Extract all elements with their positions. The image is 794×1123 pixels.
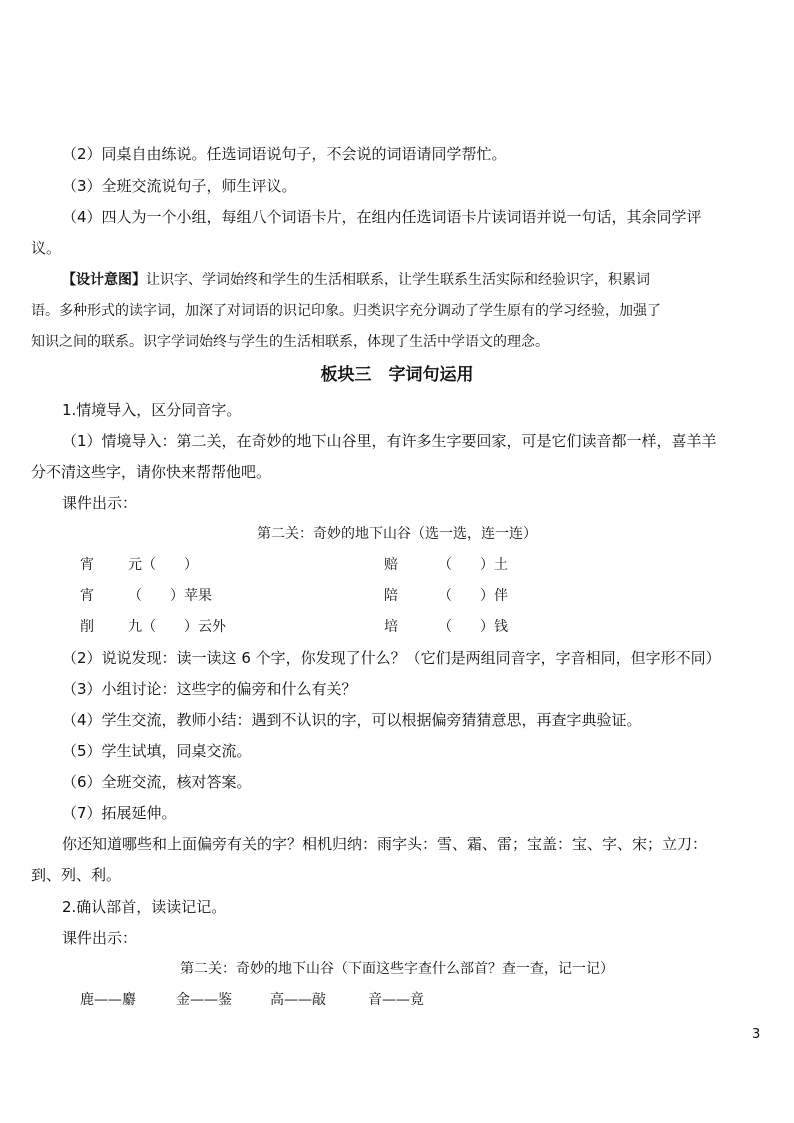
step-1-extend-question-cont: 到、列、利。 — [31, 866, 122, 884]
exercise-1-right-item: （ ）土 — [438, 557, 508, 573]
step-1-title: 1.情境导入，区分同音字。 — [62, 401, 242, 419]
design-intent-line-3: 知识之间的联系。识字学词始终与学生的生活相联系，体现了生活中学语文的理念。 — [31, 334, 549, 350]
step-1-discussion: （3）小组讨论：这些字的偏旁和什么有关？ — [62, 680, 357, 698]
exercise-1-right-char: 赔 — [384, 557, 398, 573]
paragraph-step-2: （2）同桌自由练说。任选词语说句子，不会说的词语请同学帮忙。 — [62, 145, 507, 163]
exercise-1-left-char: 宵 — [80, 557, 94, 573]
exercise-1-right-item: （ ）钱 — [438, 619, 508, 635]
step-1-summary: （4）学生交流，教师小结：遇到不认识的字，可以根据偏旁猜猜意思，再查字典验证。 — [62, 711, 642, 729]
exercise-1-title: 第二关：奇妙的地下山谷（选一选，连一连） — [257, 526, 537, 542]
step-1-extend-question: 你还知道哪些和上面偏旁有关的字？相机归纳：雨字头：雪、霜、雷；宝盖：宝、字、宋；立刀： — [62, 835, 708, 853]
step-2-title: 2.确认部首，读读记记。 — [62, 898, 227, 916]
paragraph-step-4: （4）四人为一个小组，每组八个词语卡片，在组内任选词语卡片读词语并说一句话，其余同学评 — [62, 208, 702, 226]
step-1-discovery: （2）说说发现：读一读这 6 个字，你发现了什么？（它们是两组同音字，字音相同，但字形不同） — [62, 649, 721, 667]
step-1-intro: （1）情境导入：第二关，在奇妙的地下山谷里，有许多生字要回家，可是它们读音都一样，喜羊羊 — [62, 432, 717, 450]
courseware-label-2: 课件出示： — [62, 929, 138, 947]
step-1-try-fill: （5）学生试填，同桌交流。 — [62, 742, 252, 760]
paragraph-step-4-cont: 议。 — [31, 239, 62, 257]
exercise-1-left-item: （ ）苹果 — [128, 588, 212, 604]
courseware-label-1: 课件出示： — [62, 494, 138, 512]
exercise-2-title: 第二关：奇妙的地下山谷（下面这些字查什么部首？查一查，记一记） — [180, 961, 614, 977]
exercise-1-left-item: 元（ ） — [128, 557, 198, 573]
step-1-intro-cont: 分不清这些字，请你快来帮帮他吧。 — [31, 463, 272, 481]
exercise-1-left-char: 削 — [80, 619, 94, 635]
design-intent-line-1 — [62, 270, 650, 290]
exercise-2-item: 鹿——麝 — [80, 992, 136, 1008]
exercise-2-item: 金——鉴 — [176, 992, 232, 1008]
exercise-1-right-char: 培 — [384, 619, 398, 635]
design-intent-text: 让识字、学词始终和学生的生活相联系，让学生联系生活实际和经验识字，积累词 — [146, 272, 650, 288]
design-intent-line-2: 语。多种形式的读字词，加深了对词语的识记印象。归类识字充分调动了学生原有的学习经验，加强了 — [31, 303, 661, 319]
page-number: 3 — [752, 1027, 761, 1042]
design-intent-tag: 【设计意图】 — [62, 272, 146, 288]
step-1-check: （6）全班交流，核对答案。 — [62, 773, 252, 791]
exercise-1-right-item: （ ）伴 — [438, 588, 508, 604]
exercise-2-item: 音——竟 — [368, 992, 424, 1008]
exercise-2-item: 高——敲 — [270, 992, 326, 1008]
section-title: 板块三 字词句运用 — [320, 365, 474, 385]
exercise-1-right-char: 陪 — [384, 588, 398, 604]
exercise-1-left-char: 宵 — [80, 588, 94, 604]
paragraph-step-3: （3）全班交流说句子，师生评议。 — [62, 177, 297, 195]
exercise-1-left-item: 九（ ）云外 — [128, 619, 226, 635]
step-1-extend: （7）拓展延伸。 — [62, 804, 177, 822]
